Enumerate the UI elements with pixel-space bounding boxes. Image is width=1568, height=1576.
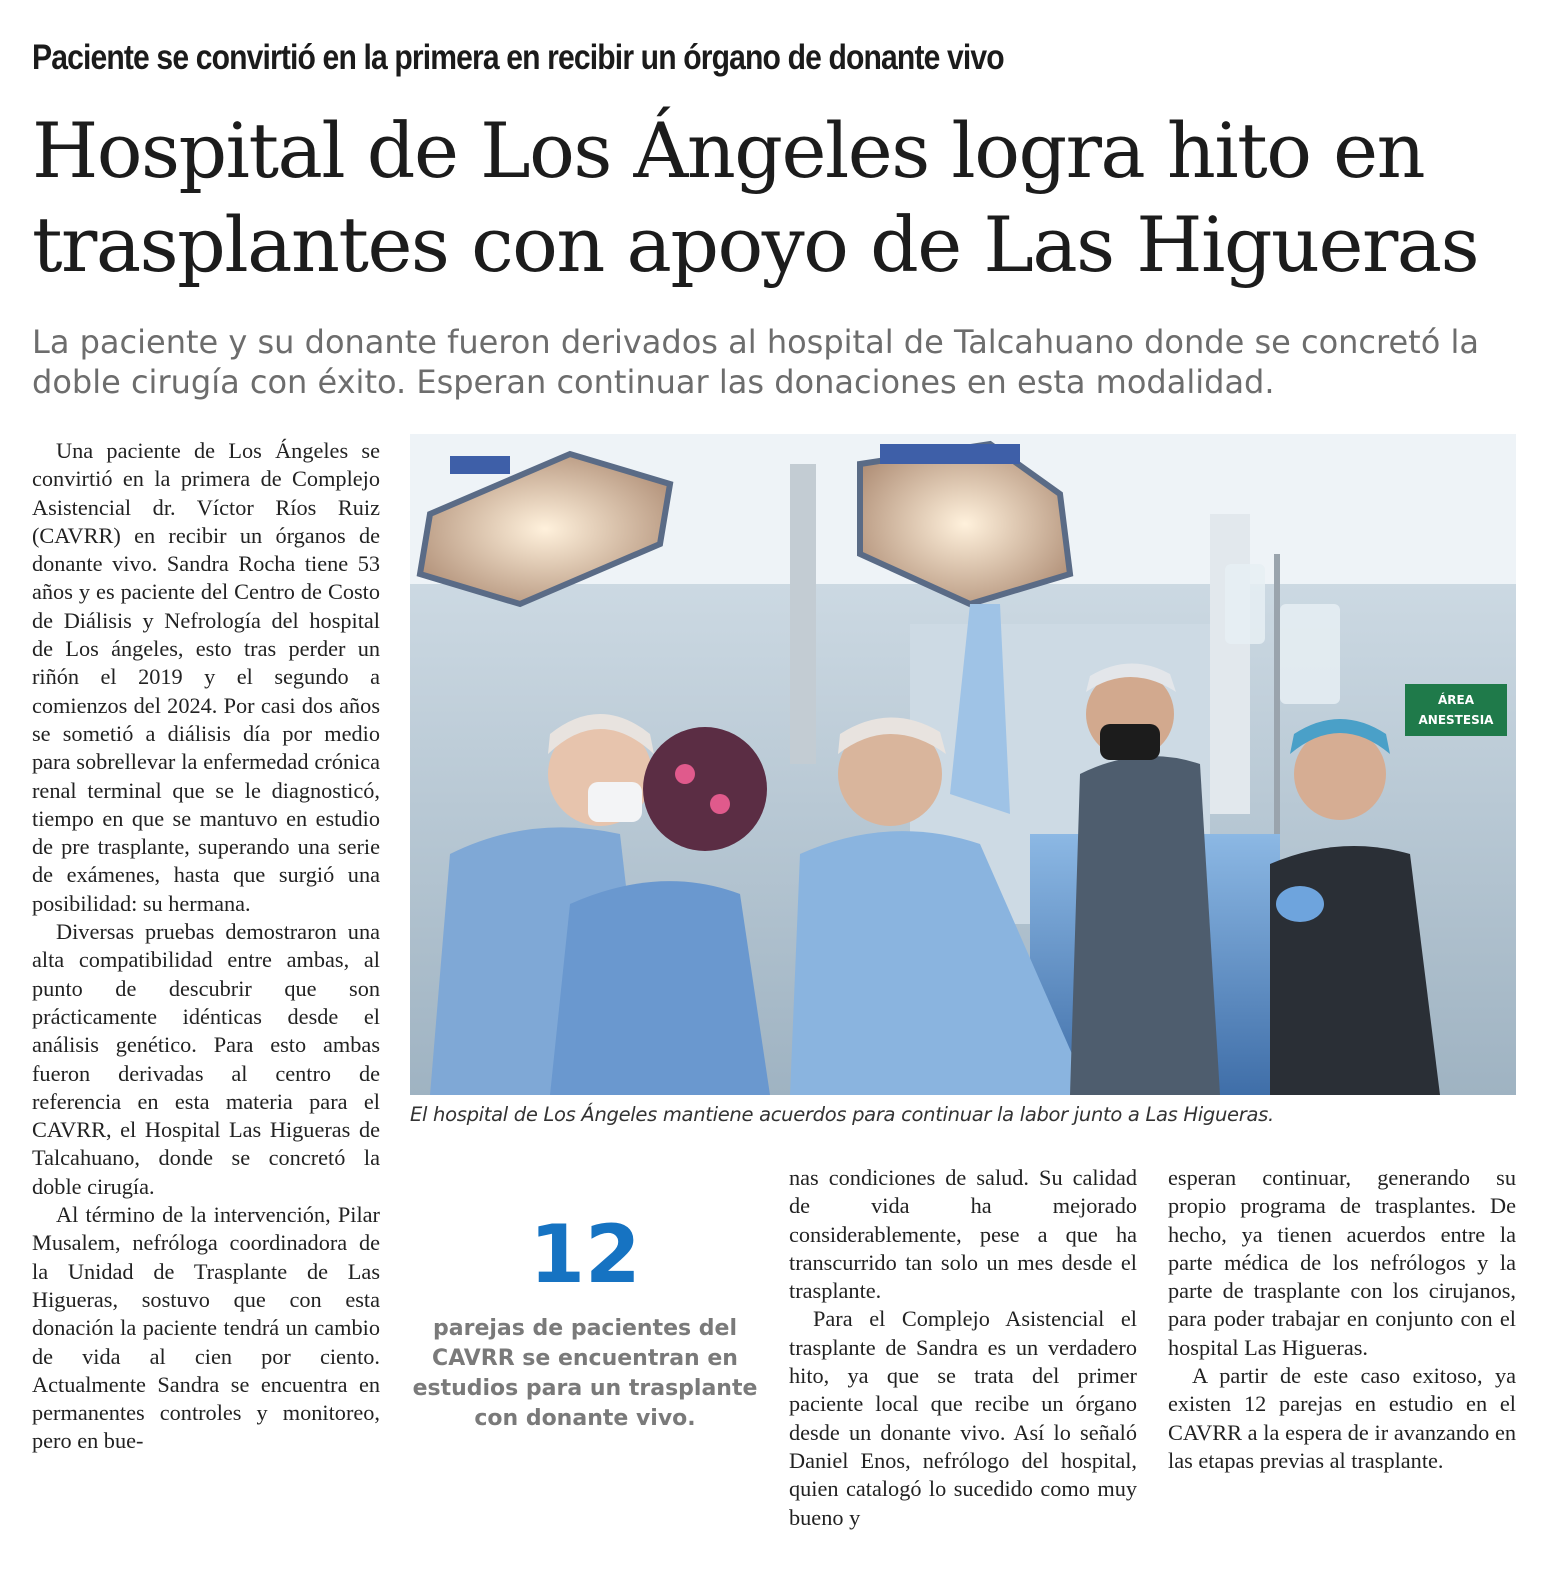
body-paragraph: nas condiciones de salud. Su calidad de vida ha mejorado considerablemente, pese a que ha transcurrido tan solo un mes desde el trasplante. xyxy=(789,1165,1137,1304)
stat-description: parejas de pacientes del CAVRR se encuentran en estudios para un trasplante con donante vivo. xyxy=(412,1316,758,1431)
body-column-3 xyxy=(789,1164,1137,1532)
body-paragraph: Una paciente de Los Ángeles se convirtió en la primera de Complejo Asistencial dr. Víctor Ríos Ruiz (CAVRR) en recibir un órganos de donante vivo. Sandra Rocha tiene 53 años y es paciente del Centro de Costo de Diálisis y Nefrología del hospital de Los ángeles, esto tras perder un riñón el 2019 y el segundo a comienzos del 2024. Por casi dos años se sometió a diálisis día por medio para sobrellevar la enfermedad crónica renal terminal que se le diagnosticó, tiempo en que se mantuvo en estudio de pre trasplante, superando una serie de exámenes, hasta que surgió una posibilidad: su hermana. xyxy=(32,438,380,916)
body-paragraph: A partir de este caso exitoso, ya existen 12 parejas en estudio en el CAVRR a la espera de ir avanzando en las etapas previas al trasplante. xyxy=(1168,1363,1516,1473)
article-kicker: Paciente se convirtió en la primera en recibir un órgano de donante vivo xyxy=(32,38,1004,77)
body-paragraph: esperan continuar, generando su propio programa de trasplantes. De hecho, ya tienen acuerdos entre la parte médica de los nefrólogos y la parte de trasplante con los cirujanos, para poder trabajar en conjunto con el hospital Las Higueras. xyxy=(1168,1165,1516,1360)
area-anestesia-sign xyxy=(1405,684,1507,736)
surgery-photo xyxy=(410,434,1516,1095)
body-paragraph: Al término de la intervención, Pilar Musalem, nefróloga coordinadora de la Unidad de Trasplante de Las Higueras, sostuvo que con esta donación la paciente tendrá un cambio de vida al cien por ciento. Actualmente Sandra se encuentra en permanentes controles y monitoreo, pero en bue- xyxy=(32,1202,380,1454)
stat-number: 12 xyxy=(529,1208,641,1301)
article-deck xyxy=(32,322,1532,402)
headline-line-1: Hospital de Los Ángeles logra hito en xyxy=(32,106,1425,195)
headline-line-2: trasplantes con apoyo de Las Higueras xyxy=(32,200,1479,289)
deck-line-2: doble cirugía con éxito. Esperan continuar las donaciones en esta modalidad. xyxy=(32,363,1275,401)
sign-line-2: ANESTESIA xyxy=(1418,713,1494,727)
body-paragraph: Diversas pruebas demostraron una alta compatibilidad entre ambas, al punto de descubrir que son prácticamente idénticas desde el análisis genético. Para esto ambas fueron derivadas al centro de referencia en esta materia para el CAVRR, el Hospital Las Higueras de Talcahuano, donde se concretó la doble cirugía. xyxy=(32,919,380,1199)
photo-caption: El hospital de Los Ángeles mantiene acuerdos para continuar la labor junto a Las Higueras. xyxy=(410,1103,1274,1126)
sign-line-1: ÁREA xyxy=(1437,693,1475,707)
body-column-4 xyxy=(1168,1164,1516,1475)
body-paragraph: Para el Complejo Asistencial el trasplante de Sandra es un verdadero hito, ya que se trata del primer paciente local que recibe un órgano desde un donante vivo. Así lo señaló Daniel Enos, nefrólogo del hospital, quien catalogó lo sucedido como muy bueno y xyxy=(789,1306,1137,1530)
article-headline xyxy=(32,104,1542,292)
operating-room-illustration xyxy=(410,434,1516,1095)
deck-line-1: La paciente y su donante fueron derivados al hospital de Talcahuano donde se concretó la xyxy=(32,323,1479,361)
body-column-1 xyxy=(32,437,380,1456)
